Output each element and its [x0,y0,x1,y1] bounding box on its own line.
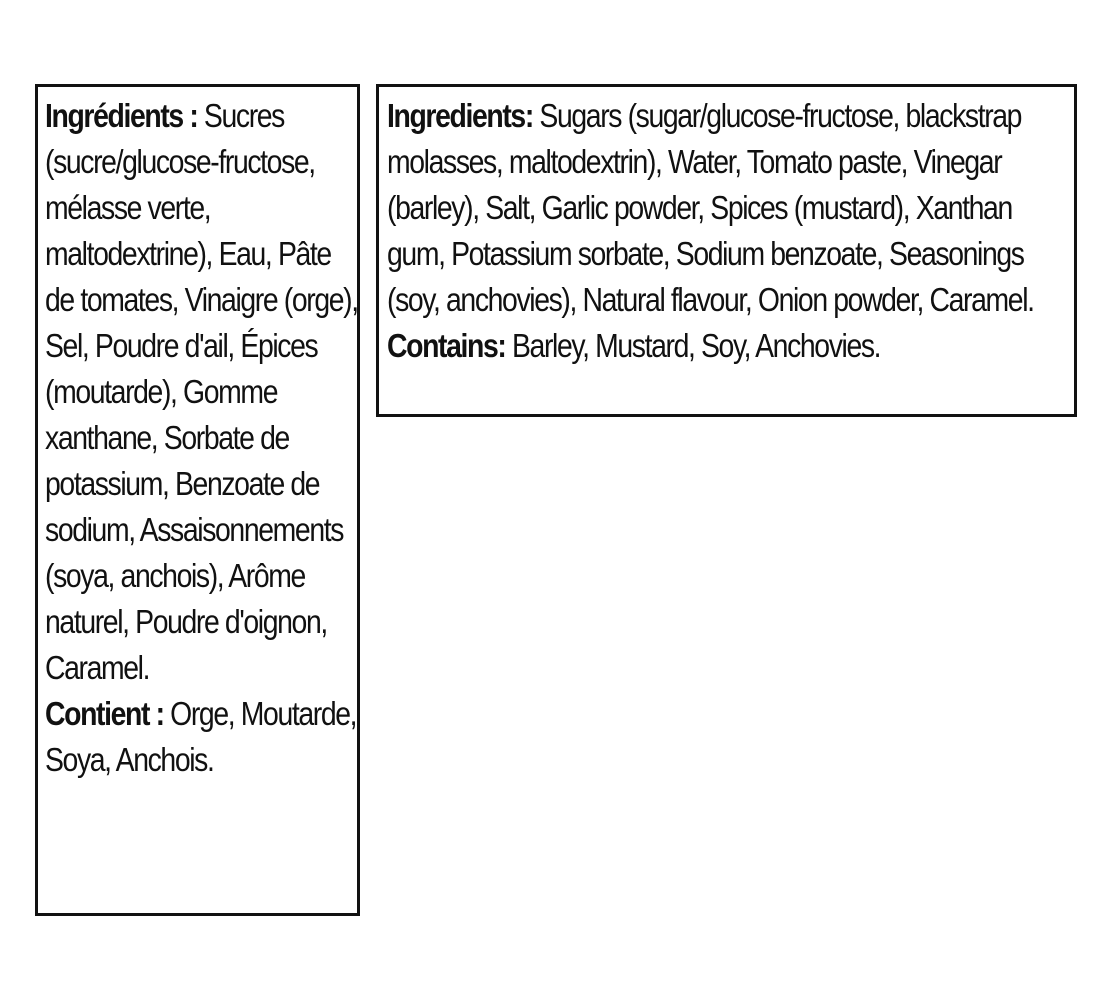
french-ingredients-list: Sucres (sucre/glucose-fructose, mélasse verte, maltodextrine), Eau, Pâte de tomates, Vinaigre (orge), Sel, Poudre d'ail, Épices (moutarde), Gomme xanthane, Sorbate de potassium, Benzoate de sodium, Assaisonnements (soya, anchois), Arôme naturel, Poudre d'oignon, Caramel. [45,97,358,686]
english-ingredients-paragraph [387,93,1066,323]
english-ingredients-list: Sugars (sugar/glucose-fructose, blackstrap molasses, maltodextrin), Water, Tomato paste, Vinegar (barley), Salt, Garlic powder, Spices (mustard), Xanthan gum, Potassium sorbate, Sodium benzoate, Seasonings (soy, anchovies), Natural flavour, Onion powder, Caramel. [387,97,1034,318]
french-contains-paragraph [45,691,363,783]
french-contains-list: Orge, Moutarde, Soya, Anchois. [45,695,357,778]
english-contains-paragraph [387,323,1066,369]
french-label-text [45,93,363,783]
english-ingredients-panel [376,84,1077,417]
english-label-text [387,93,1066,369]
english-ingredients-heading: Ingredients: [387,97,533,134]
french-ingredients-paragraph [45,93,363,691]
french-contains-heading: Contient : [45,695,164,732]
english-contains-list: Barley, Mustard, Soy, Anchovies. [505,327,881,364]
french-ingredients-panel [35,84,360,916]
french-ingredients-heading: Ingrédients : [45,97,198,134]
english-contains-heading: Contains: [387,327,506,364]
